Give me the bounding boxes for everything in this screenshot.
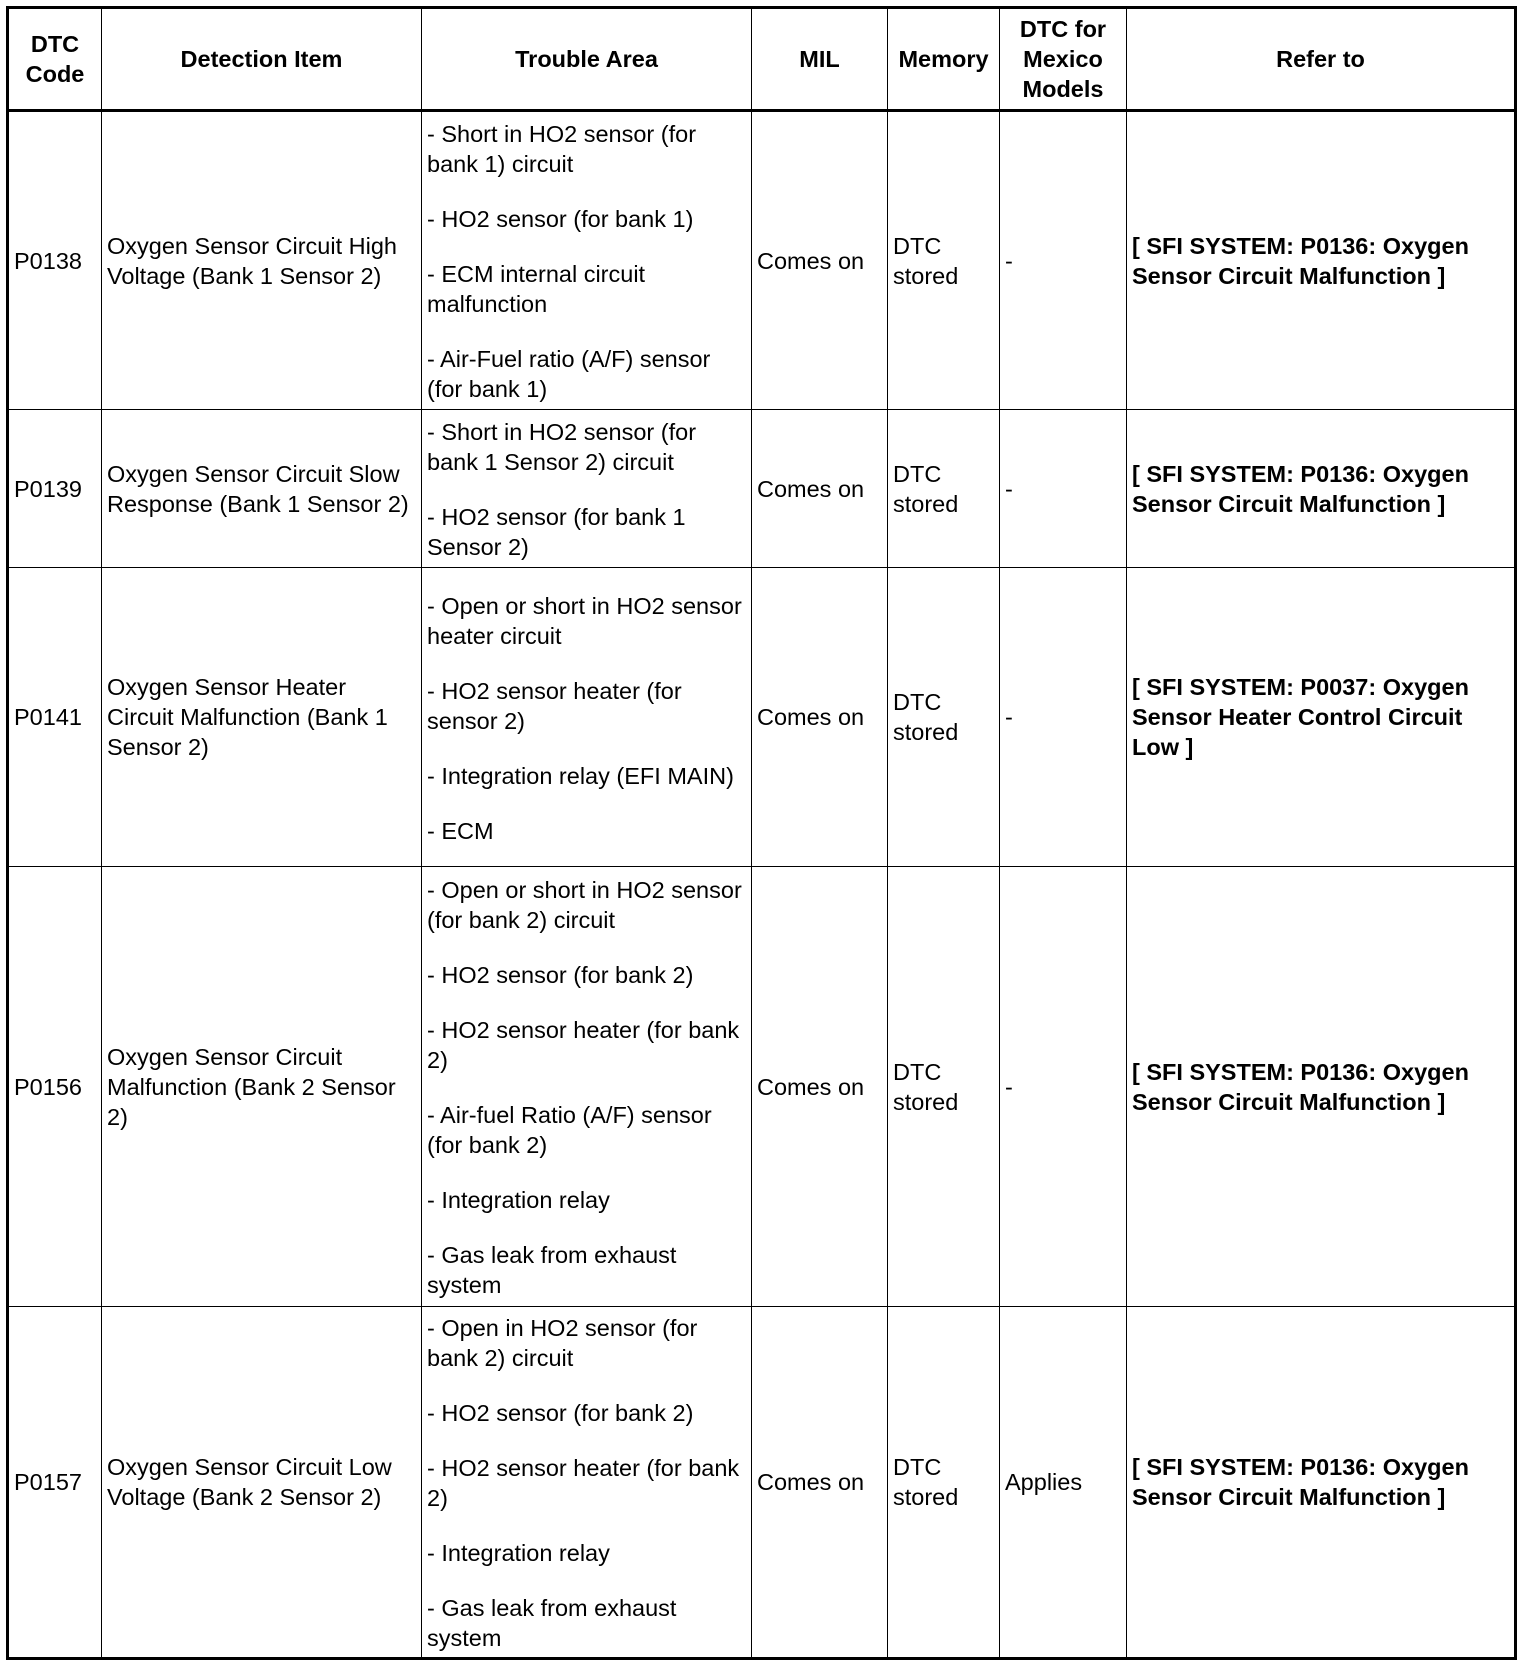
trouble-list bbox=[427, 1311, 746, 1653]
dtc-code-cell: P0141 bbox=[8, 568, 102, 867]
trouble-list bbox=[427, 873, 746, 1300]
header-memory: Memory bbox=[888, 8, 1000, 111]
dtc-code-cell: P0138 bbox=[8, 111, 102, 410]
header-mil: MIL bbox=[752, 8, 888, 111]
trouble-item: - Air-Fuel ratio (A/F) sensor (for bank 1) bbox=[427, 346, 711, 402]
mil-cell: Comes on bbox=[752, 410, 888, 568]
table-row bbox=[8, 1307, 1516, 1659]
dtc-code-cell: P0157 bbox=[8, 1307, 102, 1659]
refer-to-link[interactable]: [ SFI SYSTEM: P0037: Oxygen Sensor Heater Control Circuit Low ] bbox=[1127, 568, 1516, 867]
detection-item-cell: Oxygen Sensor Circuit Slow Response (Bank 1 Sensor 2) bbox=[102, 410, 422, 568]
header-trouble-area: Trouble Area bbox=[422, 8, 752, 111]
table-row bbox=[8, 867, 1516, 1307]
trouble-item: - HO2 sensor (for bank 2) bbox=[427, 962, 694, 988]
detection-item-cell: Oxygen Sensor Circuit Malfunction (Bank 2 Sensor 2) bbox=[102, 867, 422, 1307]
trouble-area-cell bbox=[422, 867, 752, 1307]
trouble-list bbox=[427, 415, 746, 562]
detection-item-cell: Oxygen Sensor Heater Circuit Malfunction (Bank 1 Sensor 2) bbox=[102, 568, 422, 867]
trouble-item: - HO2 sensor heater (for bank 2) bbox=[427, 1455, 740, 1511]
refer-to-link[interactable]: [ SFI SYSTEM: P0136: Oxygen Sensor Circuit Malfunction ] bbox=[1127, 111, 1516, 410]
refer-to-link[interactable]: [ SFI SYSTEM: P0136: Oxygen Sensor Circuit Malfunction ] bbox=[1127, 410, 1516, 568]
trouble-item: - HO2 sensor heater (for sensor 2) bbox=[427, 677, 682, 734]
mexico-cell: - bbox=[1000, 867, 1127, 1307]
table-row bbox=[8, 111, 1516, 410]
mil-cell: Comes on bbox=[752, 568, 888, 867]
detection-item-cell: Oxygen Sensor Circuit Low Voltage (Bank 2 Sensor 2) bbox=[102, 1307, 422, 1659]
trouble-item: - Air-fuel Ratio (A/F) sensor (for bank 2) bbox=[427, 1102, 712, 1158]
mexico-cell: - bbox=[1000, 568, 1127, 867]
trouble-item: - HO2 sensor (for bank 1 Sensor 2) bbox=[427, 504, 686, 560]
trouble-item: - ECM bbox=[427, 817, 494, 844]
trouble-item: - Short in HO2 sensor (for bank 1 Sensor 2) circuit bbox=[427, 419, 697, 475]
refer-to-link[interactable]: [ SFI SYSTEM: P0136: Oxygen Sensor Circuit Malfunction ] bbox=[1127, 867, 1516, 1307]
trouble-area-cell bbox=[422, 111, 752, 410]
table-row bbox=[8, 410, 1516, 568]
trouble-item: - Gas leak from exhaust system bbox=[427, 1595, 677, 1651]
mil-cell: Comes on bbox=[752, 1307, 888, 1659]
trouble-item: - HO2 sensor (for bank 1) bbox=[427, 206, 694, 232]
memory-cell: DTC stored bbox=[888, 111, 1000, 410]
memory-cell: DTC stored bbox=[888, 568, 1000, 867]
trouble-item: - HO2 sensor heater (for bank 2) bbox=[427, 1017, 740, 1073]
trouble-item: - Open or short in HO2 sensor (for bank 2) circuit bbox=[427, 877, 742, 933]
memory-cell: DTC stored bbox=[888, 410, 1000, 568]
memory-cell: DTC stored bbox=[888, 867, 1000, 1307]
header-mexico-models: DTC for Mexico Models bbox=[1000, 8, 1127, 111]
trouble-item: - Integration relay bbox=[427, 1540, 610, 1566]
memory-cell: DTC stored bbox=[888, 1307, 1000, 1659]
trouble-item: - Short in HO2 sensor (for bank 1) circuit bbox=[427, 121, 697, 177]
trouble-item: - HO2 sensor (for bank 2) bbox=[427, 1400, 694, 1426]
trouble-item: - Open in HO2 sensor (for bank 2) circuit bbox=[427, 1315, 698, 1371]
trouble-item: - ECM internal circuit malfunction bbox=[427, 261, 646, 317]
header-row bbox=[8, 8, 1516, 111]
mil-cell: Comes on bbox=[752, 867, 888, 1307]
header-dtc-code: DTC Code bbox=[8, 8, 102, 111]
header-detection-item: Detection Item bbox=[102, 8, 422, 111]
refer-to-link[interactable]: [ SFI SYSTEM: P0136: Oxygen Sensor Circuit Malfunction ] bbox=[1127, 1307, 1516, 1659]
mexico-cell: Applies bbox=[1000, 1307, 1127, 1659]
mexico-cell: - bbox=[1000, 111, 1127, 410]
mil-cell: Comes on bbox=[752, 111, 888, 410]
trouble-area-cell bbox=[422, 410, 752, 568]
trouble-area-cell bbox=[422, 1307, 752, 1659]
mexico-cell: - bbox=[1000, 410, 1127, 568]
trouble-item: - Gas leak from exhaust system bbox=[427, 1242, 677, 1298]
trouble-item: - Integration relay (EFI MAIN) bbox=[427, 762, 734, 789]
table-row bbox=[8, 568, 1516, 867]
dtc-table bbox=[6, 6, 1517, 1660]
trouble-list bbox=[427, 589, 746, 846]
trouble-list bbox=[427, 117, 746, 404]
trouble-area-cell bbox=[422, 568, 752, 867]
dtc-code-cell: P0139 bbox=[8, 410, 102, 568]
dtc-code-cell: P0156 bbox=[8, 867, 102, 1307]
detection-item-cell: Oxygen Sensor Circuit High Voltage (Bank 1 Sensor 2) bbox=[102, 111, 422, 410]
header-refer-to: Refer to bbox=[1127, 8, 1516, 111]
trouble-item: - Integration relay bbox=[427, 1187, 610, 1213]
trouble-item: - Open or short in HO2 sensor heater circuit bbox=[427, 592, 742, 649]
